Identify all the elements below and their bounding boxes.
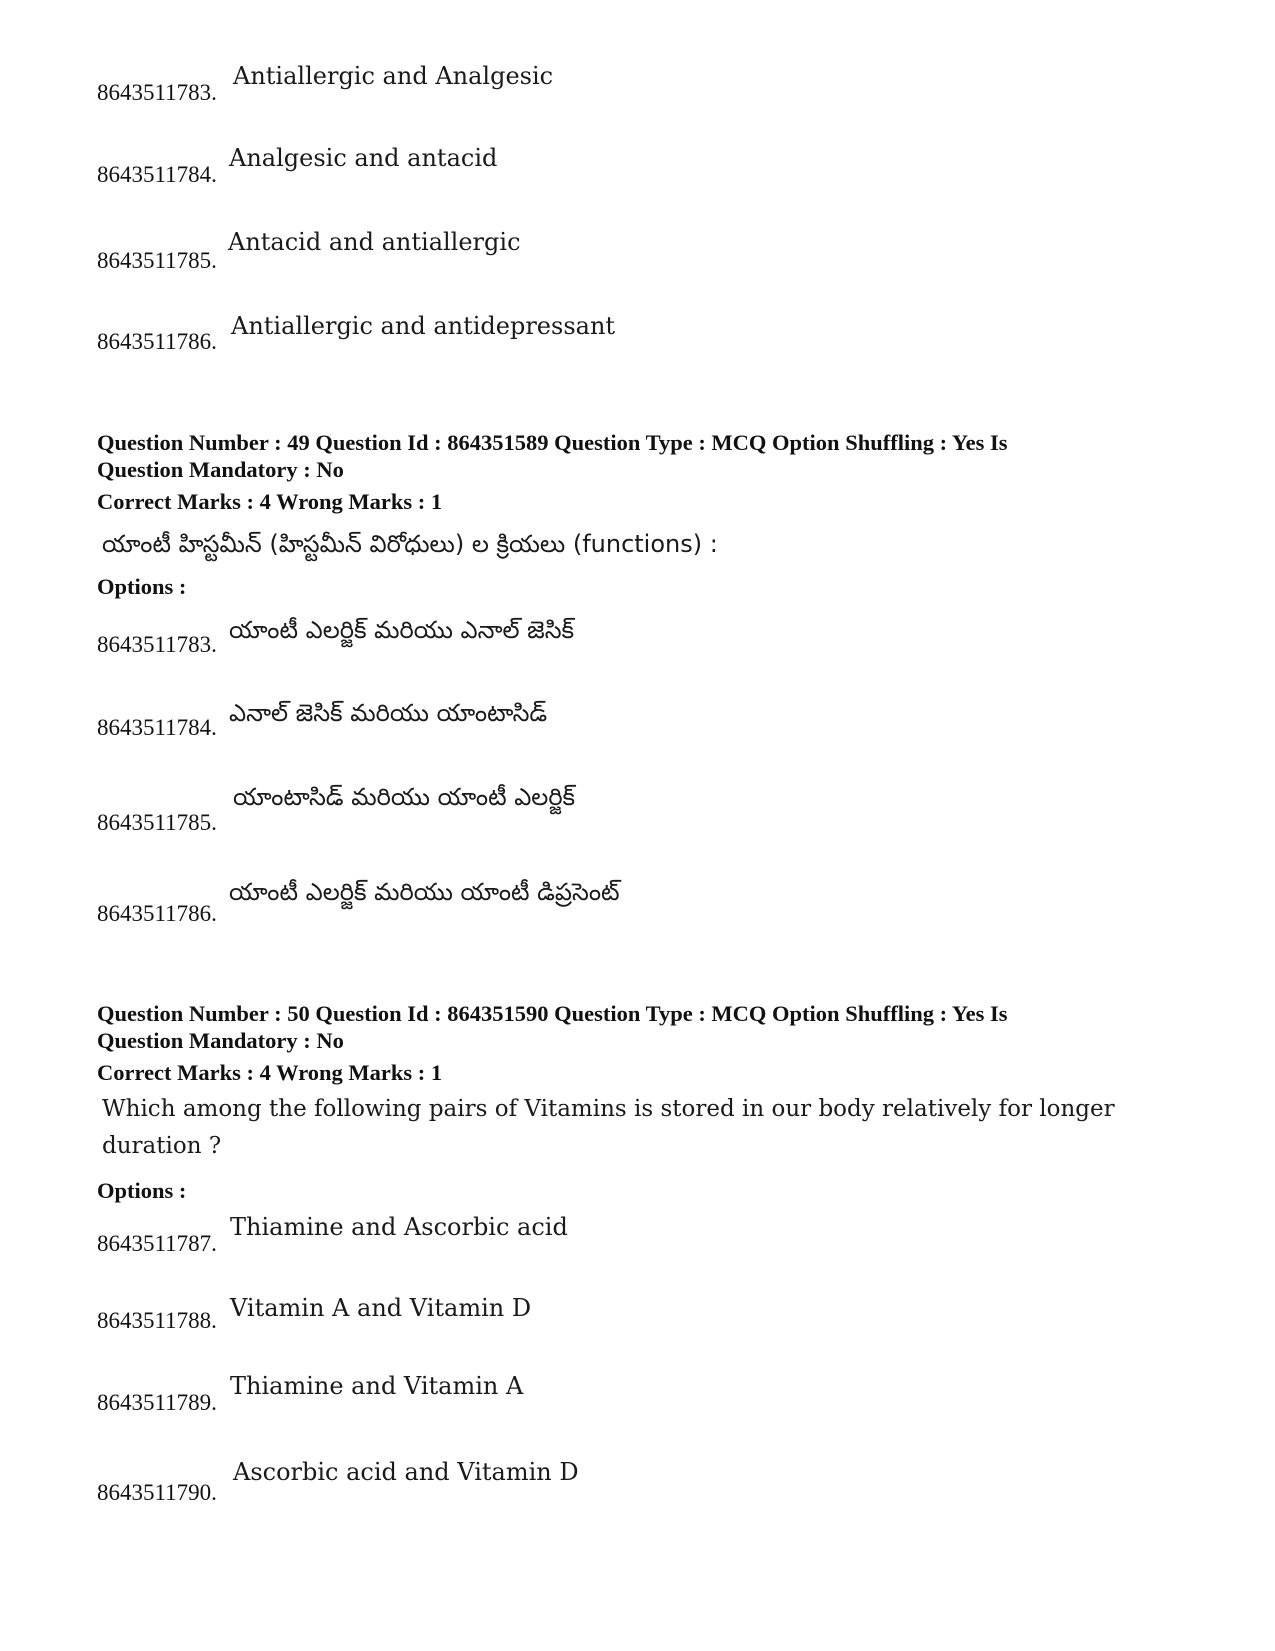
question-meta-line2: Question Mandatory : No xyxy=(97,1028,344,1053)
question-meta-line1: Question Number : 49 Question Id : 864351589 Question Type : MCQ Option Shuffling : Yes Is xyxy=(97,430,1008,455)
option-text: Antiallergic and Analgesic xyxy=(233,62,554,90)
options-label: Options : xyxy=(97,1178,187,1203)
question-text-line1: Which among the following pairs of Vitamins is stored in our body relatively for longer xyxy=(102,1096,1115,1122)
question-marks: Correct Marks : 4 Wrong Marks : 1 xyxy=(97,1060,443,1085)
option-id: 8643511785. xyxy=(97,810,217,835)
option-id: 8643511790. xyxy=(97,1480,217,1505)
option-text: యాంటీ ఎలర్జిక్ మరియు ఎనాల్ జెసిక్ xyxy=(229,616,575,644)
question-text: యాంటీ హిస్టమీన్ (హిస్టమీన్ విరోధులు) ల క్రియలు (functions) : xyxy=(102,530,718,558)
question-meta-line1: Question Number : 50 Question Id : 864351590 Question Type : MCQ Option Shuffling : Yes Is xyxy=(97,1001,1008,1026)
option-id: 8643511786. xyxy=(97,329,217,354)
question-text-line2: duration ? xyxy=(102,1133,222,1159)
option-id: 8643511783. xyxy=(97,632,217,657)
option-id: 8643511785. xyxy=(97,248,217,273)
option-text: Analgesic and antacid xyxy=(229,144,498,172)
option-id: 8643511784. xyxy=(97,162,217,187)
option-text: Ascorbic acid and Vitamin D xyxy=(233,1458,579,1486)
option-id: 8643511789. xyxy=(97,1390,217,1415)
question-marks: Correct Marks : 4 Wrong Marks : 1 xyxy=(97,489,443,514)
option-text: యాంటీ ఎలర్జిక్ మరియు యాంటీ డిప్రసెంట్ xyxy=(229,878,620,906)
option-text: Antiallergic and antidepressant xyxy=(231,312,616,340)
question-meta-line2: Question Mandatory : No xyxy=(97,457,344,482)
option-text: Vitamin A and Vitamin D xyxy=(230,1294,532,1322)
options-label: Options : xyxy=(97,574,187,599)
option-text: Thiamine and Vitamin A xyxy=(230,1372,524,1400)
option-id: 8643511787. xyxy=(97,1231,217,1256)
option-id: 8643511788. xyxy=(97,1308,217,1333)
option-text: Antacid and antiallergic xyxy=(228,228,521,256)
option-id: 8643511783. xyxy=(97,80,217,105)
option-id: 8643511786. xyxy=(97,901,217,926)
option-text: Thiamine and Ascorbic acid xyxy=(230,1213,568,1241)
option-id: 8643511784. xyxy=(97,715,217,740)
option-text: యాంటాసిడ్ మరియు యాంటీ ఎలర్జిక్ xyxy=(233,783,576,811)
option-text: ఎనాల్ జెసిక్ మరియు యాంటాసిడ్ xyxy=(229,699,548,727)
